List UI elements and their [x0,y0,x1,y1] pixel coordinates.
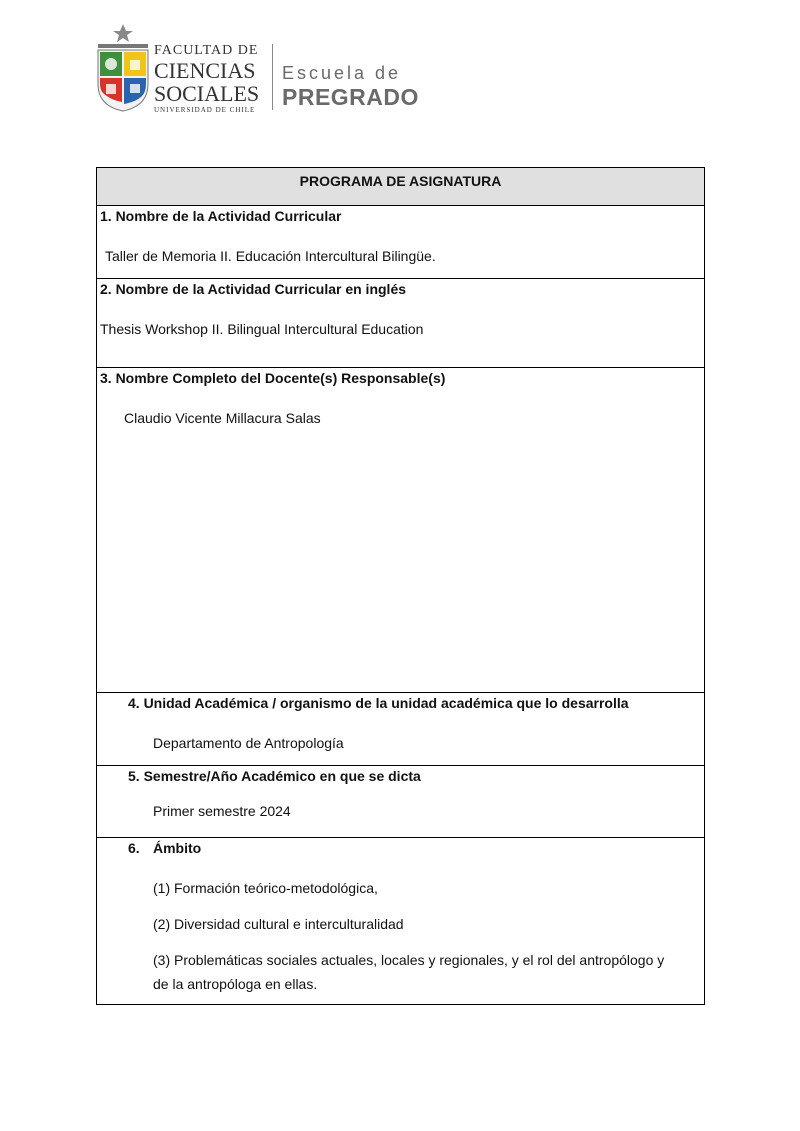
section-semester [97,765,704,837]
university-crest-icon [96,22,150,112]
scope-item-2: (2) Diversidad cultural e interculturalidad [153,916,404,932]
scope-item-3-continued: de la antropóloga en ellas. [153,976,318,992]
section-1-label: 1. Nombre de la Actividad Curricular [100,208,342,224]
program-title: PROGRAMA DE ASIGNATURA [97,168,704,205]
section-5-value: Primer semestre 2024 [153,803,291,819]
school-name [282,64,419,109]
section-teacher [97,367,704,692]
section-3-label: 3. Nombre Completo del Docente(s) Responsable(s) [100,370,446,386]
section-6-number: 6. [128,840,140,856]
program-table [96,167,705,1005]
school-line-1: Escuela de [282,63,402,83]
section-6-label: Ámbito [153,840,202,856]
faculty-line-4: UNIVERSIDAD DE CHILE [154,106,256,114]
section-academic-unit [97,692,704,765]
section-2-label: 2. Nombre de la Actividad Curricular en inglés [100,281,407,297]
faculty-line-3: SOCIALES [154,81,260,106]
section-activity-name [97,205,704,278]
faculty-line-2: CIENCIAS [154,58,256,83]
page-header [96,22,436,114]
faculty-line-1: FACULTAD DE [154,43,259,58]
section-4-label: 4. Unidad Académica / organismo de la unidad académica que lo desarrolla [128,695,629,711]
section-scope [97,837,704,1004]
header-divider [272,44,273,110]
school-line-2: PREGRADO [282,84,419,110]
section-4-value: Departamento de Antropología [153,735,344,751]
faculty-name [154,44,259,114]
scope-item-3: (3) Problemáticas sociales actuales, locales y regionales, y el rol del antropólogo y [153,952,665,968]
section-5-label: 5. Semestre/Año Académico en que se dicta [128,768,421,784]
section-2-value: Thesis Workshop II. Bilingual Intercultural Education [100,321,424,337]
section-activity-name-english [97,278,704,367]
section-1-value: Taller de Memoria II. Educación Intercultural Bilingüe. [105,248,436,264]
section-3-value: Claudio Vicente Millacura Salas [124,410,321,426]
scope-item-1: (1) Formación teórico-metodológica, [153,880,378,896]
